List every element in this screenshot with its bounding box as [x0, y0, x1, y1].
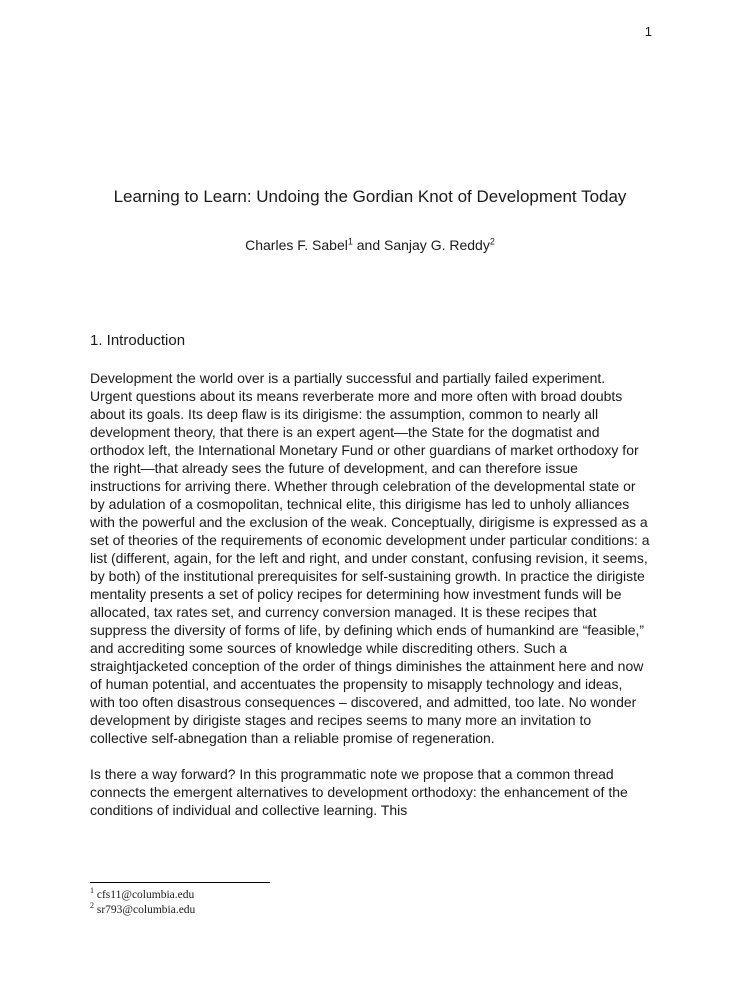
author-2: Sanjay G. Reddy — [384, 237, 490, 253]
author-2-footnote-ref: 2 — [489, 236, 495, 247]
author-1-footnote-ref: 1 — [347, 236, 353, 247]
paragraph-2: Is there a way forward? In this programmatic note we propose that a common thread connects the emergent alternatives to development orthodoxy: the enhancement of the conditions of individual and collective learning. This — [90, 766, 628, 818]
paragraph-1: Development the world over is a partially successful and partially failed experiment. Urgent questions about its means reverberate more and more often with broad doubts about its goals. Its deep flaw is its dirigisme: the assumption, common to nearly all development theory, that there is an expert agent—the State for the dogmatist and orthodox left, the International Monetary Fund or other guardians of market orthodoxy for the right—that already sees the future of development, and can therefore issue instructions for arriving there. Whether through celebration of the developmental state or by adulation of a cosmopolitan, technical elite, this dirigisme has led to unholy alliances with the powerful and the exclusion of the weak. Conceptually, dirigisme is expressed as a set of theories of the requirements of economic development under particular conditions: a list (different, again, for the left and right, and under constant, confusing revision, it seems, by both) of the institutional prerequisites for self-sustaining growth. In practice the dirigiste mentality presents a set of policy recipes for determining how investment funds will be allocated, tax rates set, and currency conversion managed. It is these recipes that suppress the diversity of forms of life, by defining which ends of humankind are “feasible,” and accrediting some sources of knowledge while discrediting others. Such a straightjacketed conception of the order of things diminishes the attainment here and now of human potential, and accentuates the propensity to misapply technology and ideas, with too often disastrous consequences – discovered, and admitted, too late. No wonder development by dirigiste stages and recipes seems to many more an invitation to collective self-abnegation than a reliable promise of regeneration. — [90, 370, 650, 746]
authors-separator: and — [352, 237, 384, 253]
footnote-separator — [90, 882, 270, 883]
footnotes-section — [90, 882, 650, 918]
footnote-1-text: cfs11@columbia.edu — [96, 889, 195, 901]
page-number: 1 — [644, 24, 652, 39]
author-1: Charles F. Sabel — [245, 237, 348, 253]
footnote-1-marker: 1 — [90, 886, 94, 896]
footnote-2-marker: 2 — [90, 901, 94, 911]
footnote-1 — [90, 888, 650, 903]
section-heading: 1. Introduction — [90, 332, 186, 349]
footnote-2-text: sr793@columbia.edu — [96, 904, 196, 916]
paper-title: Learning to Learn: Undoing the Gordian Knot of Development Today — [113, 187, 627, 206]
authors-line — [90, 236, 650, 254]
footnote-2 — [90, 903, 650, 918]
